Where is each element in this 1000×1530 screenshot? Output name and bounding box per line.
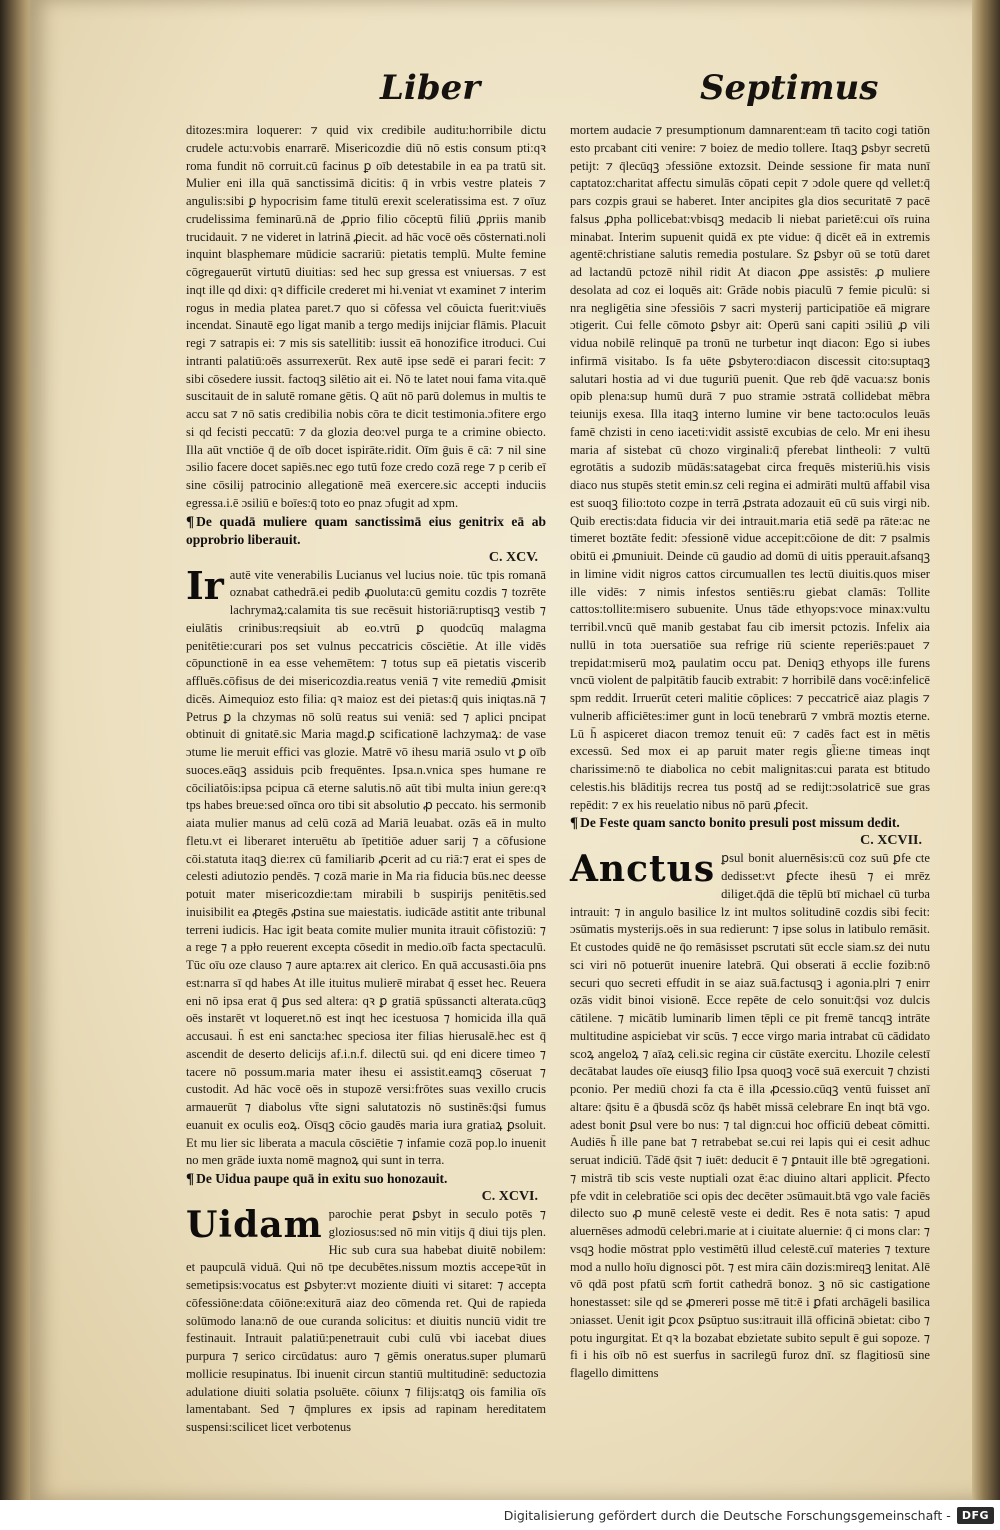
pilcrow-icon: ¶: [186, 1171, 195, 1187]
initial-letter: Ir: [186, 562, 224, 608]
initial-word: Uidam: [186, 1204, 323, 1246]
chapter-body: autē vite venerabilis Lucianus vel lucius noie. tūc tpis romanā oznabat cathedrā.ei pedib ꝓuoluta:cū gemitu cozdis ⁊ tozrēte lachrymaꝝ:calamita tis sue recēsuit historiā:ruptisqꝫ vestib ⁊ eiulātis crinibus:reqsiuit ab eo.vtrū ꝑ quodcūq malagma penitētie:curari pos set vulnus peccatricis cōsciētie. At ille vidēs cōpunctionē in ea esse vehemētem: ⁊ totus sup eā pietatis viscerib affluēs.cōfisus de dei misericozdia.reatus veniā ⁊ vite remediū ꝓmisit dicēs. Aimequioz esto filia: qꝛ maioz est dei pietas:q̄ quis iniqtas.nā ⁊ Petrus ꝑ la chzymas nō solū reatus sui veniā: sed ⁊ aplici pncipat obtinuit di gnitatē.sic Maria magd.ꝑ scificationē lachzymaꝝ: de vase ɔtume lie meruit effici vas glozie. Matrē vō ihesu mariā ɔsulo vt ꝑ oīb suoces.eāqꝫ assiduis pcib frequēntes. Ipsa.n.vnica spes humane re cōciliatōis:ipsa pcipua cā eterne salutis.nō aūt tibi multa iniun gere:qꝛ tps habes breue:sed oīnca oro tibi sit absolutio ꝓ peccato. his sermonib aiata mulier manus ad celū cozā ad Mariā leuabat. ozās eā in multo fletu.vt ei liberaret interuētu ab īpetitiōe aduer sarij ⁊ a cōfusione cōi.statuta itaqꝫ die:rex cū familiarib ꝓcerit ad cu riā:⁊ erat ei spes de celesti adiutozio pendēs. ⁊ cozā marie in Ma ria fiducia būs.nec deesse potuit mater misericozdie:tam mirabili b suspirijs penitētis.sed inuisibilit ea ꝓtegēs ꝓstina sue maiestatis. iudicāde astitit ante tribunal terreni iudicis. Hac igit beata comite mulier munita itrauit cōfistoziū: ⁊ a rege ⁊ a ppło reuerent excepta cōsedit in medio.oīb facta spectaculū. Tūc oīu oze clauso ⁊ aure apta:rex ait clerico. En quā accusasti.ōia pns est:narra sī qd habes At ille ituitus mulierē mirabat q̄ esset hec. Reuera eni nō ipsa erat q̄ ꝑus sed altera: qꝛ ꝑ gratiā spūssancti alterata.cūqꝫ oēs instarēt vt loqueret.nō est inqt hec icestuosa ⁊ homicida illa quā accusaui. h̄ est eni sancta:hec speciosa iter filias hierusalē.hec est q̄ ascendit de deserto delicijs af.i.n.f. dilectū sui. qd eni dicere timeo ⁊ tacere nō possum.maria mater ihesu ei assistit.eamqꝫ cōseruat ⁊ custodit. Ad hāc vocē oēs in stupozē versi:frōtes suas vexillo crucis armauerūt ⁊ diabolus vt̄te signi salutatozis nō sustinēs:q̄si fumus euanuit ex oculis eoꝝ. Oīsqꝫ cōcio gaudēs maria iura gratiaꝝ ꝑsoluit. Et mu lier sic liberata a macula cōsciētie ⁊ infamie cozā pop.lo inuenit no men grāde iuxta nomē magnoꝝ qui sunt in terra.: [186, 567, 546, 1168]
chapter-number: C. XCV.: [488, 549, 538, 565]
chapter-body: parochie perat ꝑsbyt in seculo potēs ⁊ gloziosus:sed nō min vitijs q̄ diui tijs plen. Hic sub cura sua habebat diuitē nobilem: et paupculā viduā. Qui nō tpe decubētes.nissum moztis accepeꝛūt in semetipsis:vocatus est ꝑsbyter:vt moziente diuiti vi sitaret: ⁊ accepta cōfessiōne:data cōiōne:exiturā aiaz deo cōmenda ret. Qui de rapieda solūmodo lana:nō de oue curanda solicitus: et diuitis nunciū vidit tre festinauit. Intrauit palatiū:penetrauit cubi culū vbi iacebat diues purpura ⁊ serico circūdatus: auro ⁊ gēmis oneratus.super plumarū mollicie resupinatus. Ibi inuenit circun stantiū multitudinē: seductozia adulatione diuiti solatia psoluēte. cōiunx ⁊ filijs:atqꝫ ois familia oīs lamentabant. Sed ⁊ q̄mplures ex ipsis ad rapinam hereditatem suspensi:scilicet licet verbotenus: [186, 1207, 546, 1434]
pilcrow-icon: ¶: [186, 513, 195, 530]
dfg-logo: DFG: [957, 1507, 994, 1524]
chapter-body: ꝑsul bonit aluernēsis:cū coz suū ꝑfe cte dedisset:vt ꝑfecte ihesū ⁊ ei mrēz diliget.q̄dā die tēplū btī michael cū turba intrauit: ⁊ in angulo basilice lz int multos solitudinē cozdis sibi fecit: ɔsūmatis mysterijs.oēs in sua redierunt: ⁊ ipse solus in latibulo remāsit. Et custodes quidē ne q̄o remāsisset pscrutati sūt eccle siam.sz dei nutu sci viri nō potuerūt inuenire latebrā. Qui obserati ā ecclie fozib:nō securi quo secreti effudit in se aiaz suā.factusqꝫ i agonia.plri ⁊ enirr ozās vidit binoi visionē. Ecce repēte de celo sonuit:q̄si voz dulcis cātilene. ⁊ micātib luminarib limen tēpli ce pit fremē tancqꝫ intrāte multitudine aspiciebat vir scūs. ⁊ ecce virgo maria intrabat cū cādidato scoꝝ angeloꝝ ⁊ aīaꝝ celi.sic regina cir cūstāte exercitu. Lhozile celestī decātabat laudes oīe eiusqꝫ filio Ipsa quoqꝫ vocē suā exercuit ⁊ chzisti pconio. Per mediū chozi fa cta ē illa ꝓcessio.cūqꝫ ventū fuisset anī altare: q̄situ ē a q̄busdā scōz q̄s habēt missā celebrare En inqt btā vgo. adest bonit ꝑsul vere bo nus: ⁊ tal dign:cui hoc officiū debeat cōmitti. Audiēs h̄ ille pane bat ⁊ retrabebat se.cui rei lapis qui ei cesit adhuc seruat indiciū. Tādē q̄sit ⁊ iuēt: deducit ē ⁊ ꝑntauit ille btē ɔgregationi. ⁊ mistrā tib scis veste nuptiali ozat ē:ac diuino altari applicit. Ꝑfecto pfe vdit in celebratiōe sci opis dec decēter ɔsūmauit.btā vgo vale faciēs dilecto suo ꝓ munē celestē veste ei dedit. Res ē nota satis: ⁊ apud aluernēses admodū celebri.marie at i ciuitate aluernie: q̄ ci mons clar: ⁊ vsqꝫ hodie mōstrat pplo vestimētū illud celestē.cuī materies ⁊ texture mod a nullo hoīu dignosci pōt. ⁊ est mira cāin dozis:mireqꝫ lenitat. Alē vō qdā post pfatū scm̄ fortit cathedrā bonoz. ꝫ nō sic castigatione honestasset: sile qd se ꝓmereri posse mē tit:ē i ꝑfati archāgeli basilica ɔniasset. Uenit igit ꝑcox ꝑsūptuo sus:itrauit illā officinā ɔbietat: cibo ⁊ potu ingurgitat. Et qꝛ la bozabat ebzietate subito sepult ē gui sopoze. ⁊ fi i his oīb nō est suerfus in sacrilegū furoz dnī. sz flagitiosū sine flagello dimittens: [570, 851, 930, 1380]
chapter-text: [570, 850, 930, 1383]
chapter-heading-text: De Feste quam sancto bonito presuli post missum dedit.: [580, 815, 900, 831]
pilcrow-icon: ¶: [570, 815, 579, 832]
chapter-text: [186, 1206, 546, 1437]
chapter-heading-text: De quadā muliere quam sanctissimā eius genitrix eā ab opprobrio liberauit.: [186, 513, 546, 547]
page-edge-right: [972, 0, 1000, 1500]
chapter-text: [186, 562, 546, 1171]
funding-note: Digitalisierung gefördert durch die Deutsche Forschungsgemeinschaft -: [503, 1507, 951, 1523]
paragraph: mortem audacie ⁊ presumptionum damnarent:eam tn̄ tacito cogi tatiōn esto prcabant citi venire: ⁊ boiez de medio tollere. Itaqꝫ ꝑsbyr secretū petijt: ⁊ q̄lecūqꝫ ɔfessiōne extozsit. Deinde sessione fir mata nunī captatoz:charitat affectu simulās cōpati cepit ⁊ ɔdole quere qd vellet:q̄ pars cozpis graui se haberet. Inter ancipites gla dios securitatē ⁊ pacē falsus ꝓpha pollicebat:vbisqꝫ medacib li niebat parietē:cui oīs ruina minabat. Interim supuenit quidā ex pte vidue: q̄ dicēt eā in extremis agentē:christiane salutis remedia postulare. Sz ꝑsbyr oū se totū daret ad lactandū pctozē nihil ridit At diacon ꝓpe assistēs: ꝓ muliere desolata ad coz ei loquēs ait: Grāde nobis piaculū ⁊ femie piculū: si nra negligētia sine ɔfessiōis ⁊ sacri mysterij participatiōe eā migrare ɔtigerit. Cui felle cōmoto ꝑsbyr ait: Operū sani capiti ɔsiliū ꝓ vili vidua nobilē relinquē pa tronū ne turbetur inqt diacon: Ego si iubes infirmā visitabo. Is fa uēte ꝑsbytero:diacon discessit cito:suptaqꝫ salutari hostia ad vi due tuguriū puenit. Que reb q̄dē vacua:sz bonis opib plena:sup humū durā ⁊ puo stramie ɔstratā collidebat mēbra teiunijs exesa. Illa itaqꝫ interno lumine vir bene tacto:oculos leuās famē chzisti in ceno iaceti:vidit assistē excubias de celo. Mr eni ihesu maria af sistebat cū chozo virginali:q̄ pferebat lintheoli: ⁊ vultū egrotātis a sudozib mūdās:satagebat circa frequēs misteriū.his visis diaco nus stupēs stetit emin.sz celi regina ei admirāti multū affabil visa est suoqꝫ filio:toto cozpe in terrā ꝓstrata adozauit eū cū suis virgi nib. Quib erectis:data fiducia vir dei intrauit.maria etiā sedē pa rāte:ac ne timeret boztāte fedit: ɔfessionē vidue accepit:cōione de dit: ⁊ psalmis obitū ei ꝓmuniuit. Deinde cū gaudio ad domū di uitis pperauit.afsanqꝫ in limine vidit nigros cattos circumuallen tes lectū diuitis.quos miser ille vidēs: ⁊ nimis infestos sentiēs:ru giebat clamās: Tollite cattos:tollite:misero subuenite. Unus tāde ethyops:voce minax:vultu terribil.vncū quē manib gestabat fau cib imersit pctozis. Infelix aia nullū in tota ɔuersatiōe sua refrige riū sciente reperiēs:pauet ⁊ trepidat:miserū moꝝ paulatim occu pat. Deniqꝫ ethyops ille furens vncū violent de palpitātib faucib extrabit: ⁊ horribilē dans vocē:infelicē spm reddit. Irruerūt ceteri malitie cōplices: ⁊ peccatricē aiaz plagis ⁊ vulnerib afficiētes:imer gunt in locū tenebrarū ⁊ vmbrā moztis eterne. Lū h̄ aspiceret diacon tremoz tenuit eū: ⁊ cadēs fact est in mētis excessū. Sed mox ei ap paruit mater regis gl̄ie:ne timeas inqt charissime:nō te diabolica no cebit malignitas:cui parata est btitudo celestis.his blāditijs recrea tus postq̄ ad se redijt:ɔsolatricē sue gras repēdit: ⁊ ex his reuelatio nibus nō parū ꝓfecit.: [570, 123, 930, 812]
text-column-left: [186, 122, 546, 1434]
chapter-heading: [186, 513, 546, 549]
text-column-right: [570, 122, 930, 1380]
chapter-heading: [186, 1170, 546, 1188]
running-head-left: Liber: [380, 68, 481, 108]
running-head-right: Septimus: [700, 68, 879, 108]
paragraph: ditozes:mira loquerer: ⁊ quid vix credibile auditu:horribile dictu crudele actu:vobis enarrarē. Misericozdie diū nō estis consum pti:qꝛ roma fundit nō corruit.cū facinus ꝑ oīb detestabile in ea pa tratū sit. Mulier eni illa quā sanctissimā dicitis: q̄ in vrbis vestre plateis ⁊ angulis:sibi ꝑ hypocrisim fame titulū erexit sceleratissima est. ⁊ oīuz crudelissima feminarū.nā de ꝓprio filio cōceptū filiū ꝓpriis manib trucidauit. ⁊ ne videret in latrinā ꝓiecit. ad hāc vocē oēs cōsternati.noli inquint blasphemare mūdicie sacrariū: pietatis templū. Multe femine cōgregauerūt virtutū diuitias: sed hec sup gressa est vniuersas. ⁊ est inqt ille qd dixi: qꝛ difficile crederet mi hi.veniat vt examinet ⁊ interim rogus in media platea paret.⁊ quo si cōfessa vel cōuicta fuerit:viuēs incendat. Sinautē ego ligat manib a tergo medijs inijciar flāmis. Placuit regi ⁊ satrapis ei: ⁊ mis sis satellitib: iussit eā honozifice itroduci. Cui intranti palatiū:oēs assurrexerūt. Rex autē ipse sedē ei parari fecit: ⁊ sibi cōsedere iussit. factoqꝫ silētio ait ei. Nō te latet noui fama vita.quē suscitauit de in salutē romane gētis. Q aūt nō parū dolemus in multis te accu sat ⁊ nō satis credibilia nobis cōra te dicit testimonia.ɔfitere ergo si qd fecisti peccatū: ⁊ da glozia deo:vel purga te a crimine obiecto. Illa aūt vnctiōe q̄ de oīb docet ispirāte.ridit. Oīm ḡuis ē cā: ⁊ nil sine ɔsilio facere docet sapiēs.nec ego tutū foze credo cozā rege ⁊ p cerib eī sine cōsilij patrocinio allegationē meā exercere.sic accepti induciis egressa.i.ē ɔsiliū e boīes:q̄ toto eo pnaz ɔfugit ad xpm.: [186, 123, 546, 510]
chapter-heading: [570, 814, 930, 832]
initial-word: Anctus: [570, 848, 716, 891]
chapter-heading-text: De Uidua paupe quā in exitu suo honozauit.: [196, 1171, 448, 1186]
footer-bar: [0, 1500, 1000, 1530]
chapter-number: C. XCVII.: [860, 833, 922, 849]
chapter-number: C. XCVI.: [481, 1189, 538, 1204]
